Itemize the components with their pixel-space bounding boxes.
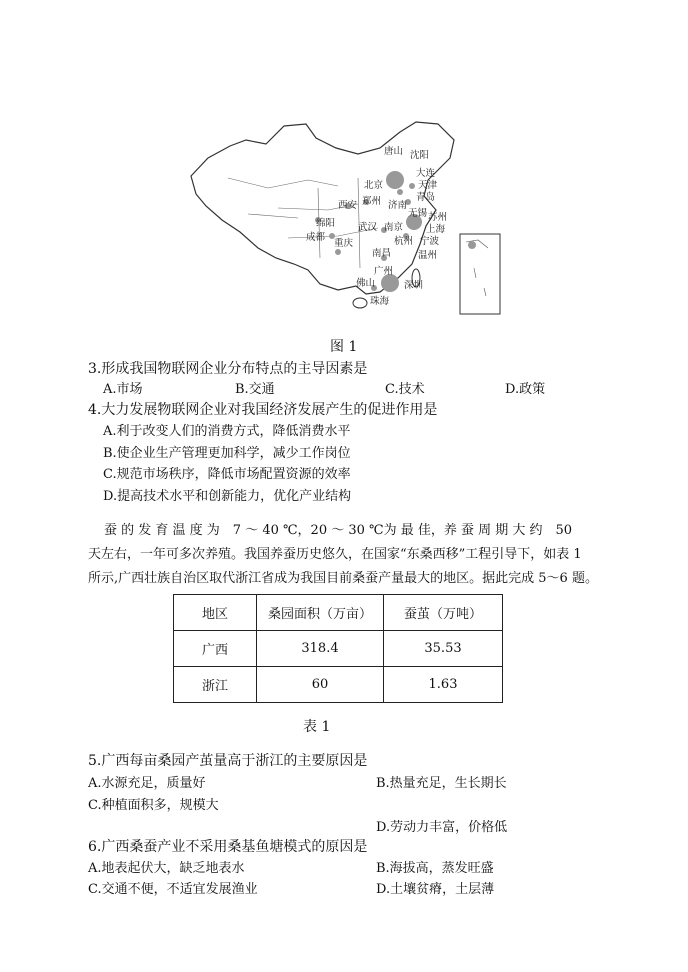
city-label: 沈阳	[410, 150, 430, 161]
city-label: 武汉	[358, 222, 378, 233]
table-row	[174, 631, 503, 667]
table-row	[174, 667, 503, 703]
dot-beijing	[386, 171, 404, 189]
city-label: 西安	[338, 200, 358, 211]
q4-option-c: C.规范市场秩序，降低市场配置资源的效率	[103, 467, 351, 482]
city-label: 成都	[306, 232, 326, 243]
q3-option-b: B.交通	[235, 382, 275, 397]
city-label: 上海	[426, 224, 446, 235]
q6-option-c: C.交通不便，不适宜发展渔业	[88, 882, 258, 897]
city-label: 大连	[416, 168, 436, 179]
q4-option-d: D.提高技术水平和创新能力，优化产业结构	[103, 489, 352, 504]
table-cell: 广西	[174, 631, 257, 667]
city-label: 绵阳	[316, 218, 336, 229]
q6-option-a: A.地表起伏大，缺乏地表水	[88, 861, 245, 876]
question-3-stem: 3.形成我国物联网企业分布特点的主导因素是	[88, 361, 368, 377]
figure-caption: 图 1	[330, 339, 358, 355]
city-label: 南京	[384, 222, 404, 233]
city-label: 济南	[388, 200, 408, 211]
passage-line-3: 所示,广西壮族自治区取代浙江省成为我国目前桑蚕产量最大的地区。据此完成 5～6 题。	[88, 571, 598, 586]
city-label: 北京	[364, 180, 384, 191]
passage-line-1: 蚕 的 发 育 温 度 为 7 ～ 40 ℃，20 ～ 30 ℃为 最 佳，养 蚕 周 期 大 约 50	[104, 523, 573, 538]
city-label: 广州	[374, 266, 394, 277]
city-label: 南昌	[372, 248, 392, 259]
city-label: 杭州	[394, 236, 414, 247]
table-header-row	[174, 595, 503, 631]
passage-line-2: 天左右，一年可多次养殖。我国养蚕历史悠久，在国家“东桑西移”工程引导下，如表 1	[88, 547, 582, 562]
table-cell: 1.63	[384, 667, 503, 703]
q3-option-d: D.政策	[505, 382, 546, 397]
q6-option-d: D.土壤贫瘠，土层薄	[376, 882, 495, 897]
q4-option-b: B.使企业生产管理更加科学，减少工作岗位	[103, 446, 351, 461]
q3-option-a: A.市场	[103, 382, 143, 397]
question-6-stem: 6.广西桑蚕产业不采用桑基鱼塘模式的原因是	[88, 839, 368, 855]
q5-option-a: A.水源充足，质量好	[88, 776, 206, 791]
city-label: 郑州	[362, 196, 382, 207]
table-header: 地区	[174, 595, 257, 631]
table-cell: 318.4	[257, 631, 384, 667]
q3-option-c: C.技术	[385, 382, 425, 397]
city-label: 苏州	[428, 212, 448, 223]
q5-option-c: C.种植面积多，规模大	[88, 798, 219, 813]
city-label: 无锡	[408, 208, 428, 219]
city-label: 温州	[418, 250, 438, 261]
south-china-sea-inset	[460, 234, 500, 314]
question-5-stem: 5.广西每亩桑园产茧量高于浙江的主要原因是	[88, 753, 368, 769]
city-label: 宁波	[420, 236, 440, 247]
table-header: 桑园面积（万亩）	[257, 595, 384, 631]
table-header: 蚕茧（万吨）	[384, 595, 503, 631]
city-label: 佛山	[356, 278, 376, 289]
table-cell: 60	[257, 667, 384, 703]
city-label: 重庆	[334, 238, 354, 249]
hainan-island	[353, 298, 367, 308]
city-label: 天津	[418, 180, 438, 191]
china-iot-map	[188, 118, 503, 318]
city-label: 青岛	[416, 192, 436, 203]
q4-option-a: A.利于改变人们的消费方式，降低消费水平	[103, 424, 351, 439]
q6-option-b: B.海拔高，蒸发旺盛	[376, 861, 494, 876]
city-label: 唐山	[384, 146, 404, 157]
q5-option-d: D.劳动力丰富，价格低	[376, 820, 508, 835]
table-cell: 35.53	[384, 631, 503, 667]
city-label: 深圳	[404, 280, 424, 291]
table-1	[173, 594, 503, 703]
city-label: 珠海	[370, 296, 390, 307]
q5-option-b: B.热量充足，生长期长	[376, 776, 507, 791]
table-cell: 浙江	[174, 667, 257, 703]
question-4-stem: 4.大力发展物联网企业对我国经济发展产生的促进作用是	[88, 402, 438, 418]
table-caption: 表 1	[303, 719, 331, 735]
